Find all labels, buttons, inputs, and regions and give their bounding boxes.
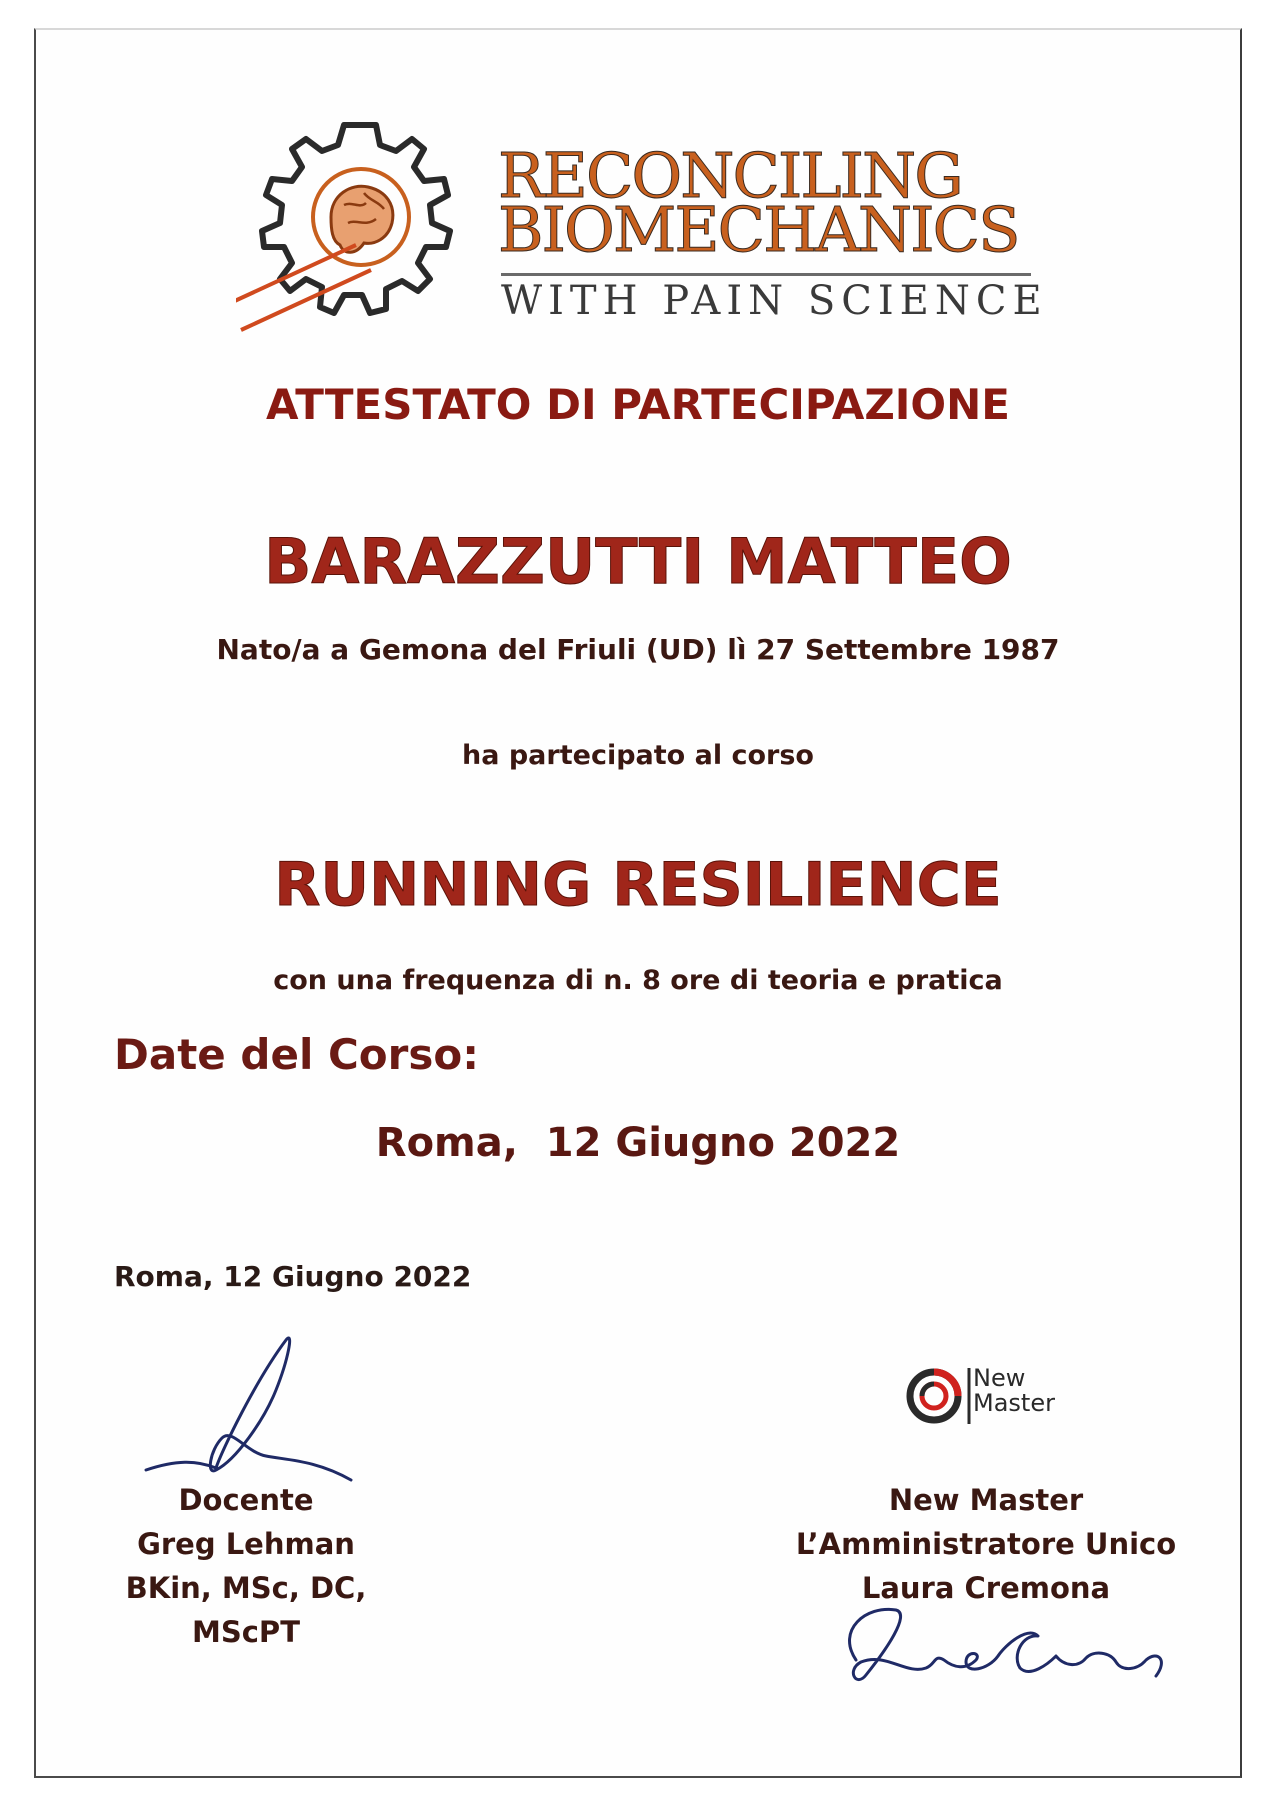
participant-name: BARAZZUTTI MATTEO [264, 525, 1012, 598]
logo-line-1: RECONCILING [498, 139, 962, 212]
handwritten-signature-icon [816, 1590, 1186, 1700]
course-name: RUNNING RESILIENCE [274, 850, 1002, 920]
teacher-role: Docente [178, 1483, 314, 1517]
certificate-sheet [34, 28, 1242, 1778]
administrator-role: L’Amministratore Unico [795, 1527, 1177, 1561]
logo-subtitle: WITH PAIN SCIENCE [501, 278, 1048, 324]
birth-info: Nato/a a Gemona del Friuli (UD) lì 27 Settembre 1987 [216, 633, 1060, 666]
administrator-name: Laura Cremona [861, 1571, 1111, 1605]
dates-value: Roma, 12 Giugno 2022 [375, 1120, 901, 1166]
frequency-text: con una frequenza di n. 8 ore di teoria e pratica [273, 965, 1003, 996]
teacher-name: Greg Lehman [137, 1527, 355, 1561]
teacher-credentials: BKin, MSc, DC, MScPT [125, 1571, 367, 1649]
organization-name: New Master [888, 1483, 1084, 1517]
participated-text: ha partecipato al corso [462, 740, 814, 771]
dates-label: Date del Corso: [114, 1030, 479, 1079]
logo-divider [501, 273, 1031, 276]
handwritten-signature-icon [136, 1320, 376, 1500]
new-master-logo-text [973, 1366, 1055, 1416]
new-master-logo-line-2: Master [973, 1389, 1055, 1417]
certificate-title: ATTESTATO DI PARTECIPAZIONE [266, 380, 1010, 429]
logo-line-2: BIOMECHANICS [498, 193, 1019, 266]
place-date: Roma, 12 Giugno 2022 [114, 1260, 472, 1293]
gear-brain-icon [236, 105, 486, 355]
new-master-logo-line-1: New [973, 1364, 1026, 1392]
left-signature-block [96, 1478, 396, 1654]
